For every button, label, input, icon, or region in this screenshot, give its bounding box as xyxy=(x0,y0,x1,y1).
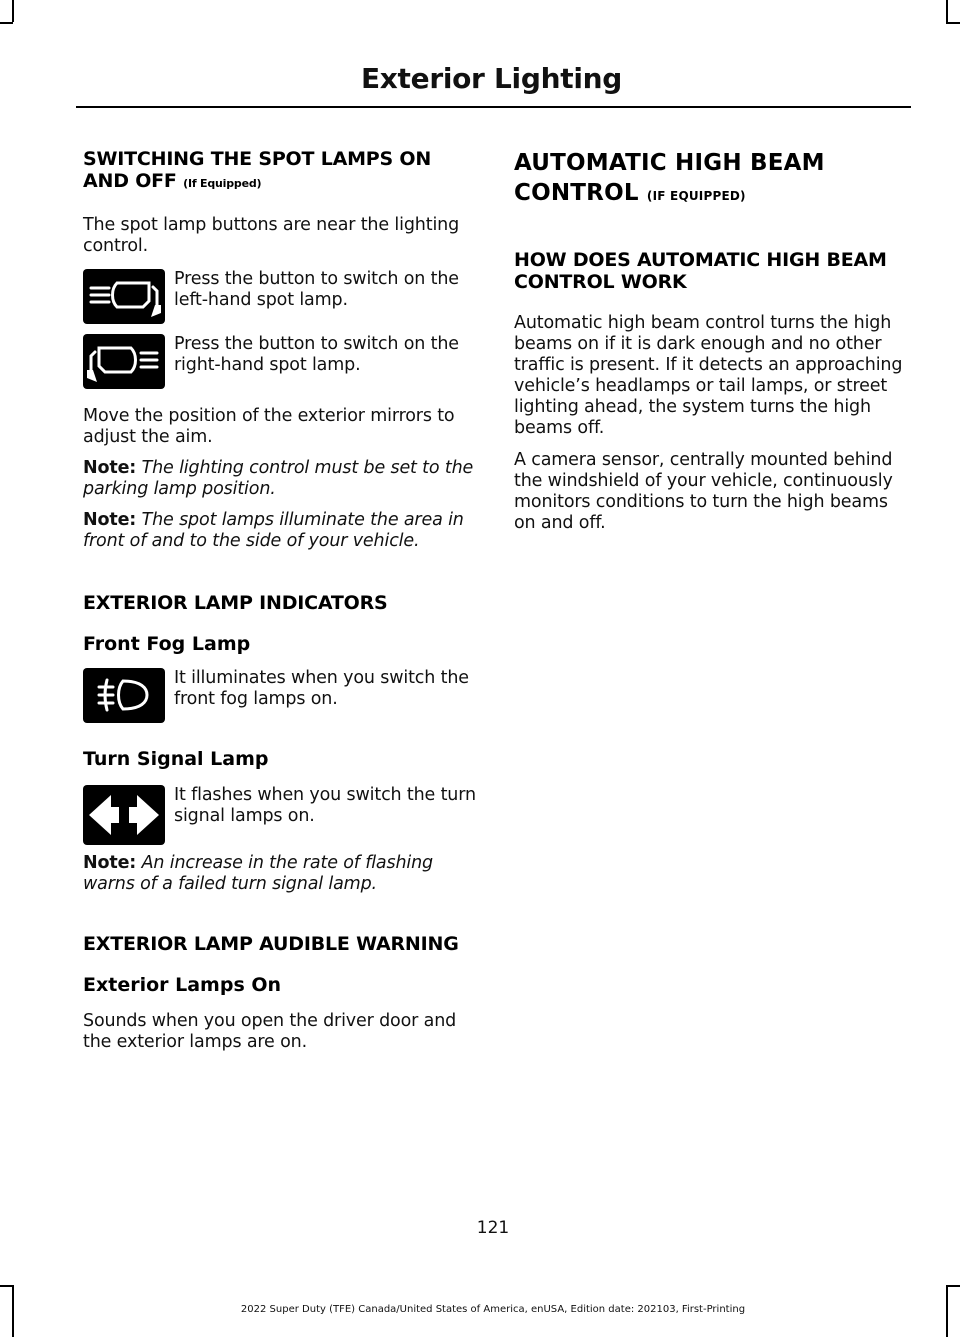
note-label: Note: xyxy=(83,510,137,530)
crop-mark xyxy=(0,22,13,24)
spot-lamps-qualifier: (If Equipped) xyxy=(183,177,262,190)
auto-high-beam-qualifier: (IF EQUIPPED) xyxy=(646,189,746,203)
auto-high-beam-paragraph-2: A camera sensor, centrally mounted behind the windshield of your vehicle, continuously monitors conditions to turn the high beams on and off. xyxy=(514,450,893,533)
right-column xyxy=(514,148,914,534)
note-text: An increase in the rate of flashing warns of a failed turn signal lamp. xyxy=(83,853,434,894)
exterior-lamps-on-text: Sounds when you open the driver door and the exterior lamps are on. xyxy=(83,1011,457,1052)
left-column xyxy=(83,148,478,1053)
crop-mark xyxy=(12,0,14,22)
turn-signal-icon xyxy=(83,785,165,845)
note-label: Note: xyxy=(83,853,137,873)
crop-mark xyxy=(946,0,948,22)
right-spot-lamp-icon xyxy=(83,334,165,389)
exterior-lamps-on-heading: Exterior Lamps On xyxy=(83,974,282,996)
turn-signal-lamp-text: It flashes when you switch the turn signal lamps on. xyxy=(174,785,476,826)
how-auto-high-beam-works-heading: HOW DOES AUTOMATIC HIGH BEAM CONTROL WORK xyxy=(514,249,887,293)
auto-high-beam-paragraph-1: Automatic high beam control turns the high beams on if it is dark enough and no other traffic is present. If it detects an approaching vehicle’s headlamps or tail lamps, or street lighting ahead, the system turns the high beams off. xyxy=(514,313,903,438)
note-illuminate-area xyxy=(83,510,478,552)
note-failed-turn-signal xyxy=(83,853,478,895)
mirror-aim-text: Move the position of the exterior mirrors to adjust the aim. xyxy=(83,406,455,447)
crop-mark xyxy=(0,1285,13,1287)
spot-lamps-heading xyxy=(83,148,478,195)
left-spot-lamp-text: Press the button to switch on the left-hand spot lamp. xyxy=(174,269,459,310)
auto-high-beam-heading-text: AUTOMATIC HIGH BEAM CONTROL xyxy=(514,150,825,206)
left-spot-lamp-row xyxy=(83,269,478,324)
spot-lamps-heading-text: SWITCHING THE SPOT LAMPS ON AND OFF xyxy=(83,148,432,192)
note-text: The spot lamps illuminate the area in front of and to the side of your vehicle. xyxy=(83,510,464,551)
right-spot-lamp-row xyxy=(83,334,478,389)
crop-mark xyxy=(946,1285,960,1287)
spot-lamps-intro: The spot lamp buttons are near the lighting control. xyxy=(83,215,460,256)
auto-high-beam-heading xyxy=(514,148,914,211)
note-text: The lighting control must be set to the parking lamp position. xyxy=(83,458,474,499)
crop-mark xyxy=(946,22,960,24)
page-footer: 2022 Super Duty (TFE) Canada/United States of America, enUSA, Edition date: 202103, First-Printing xyxy=(240,1304,746,1315)
front-fog-lamp-icon xyxy=(83,668,165,723)
turn-signal-lamp-row xyxy=(83,785,478,845)
right-spot-lamp-text: Press the button to switch on the right-hand spot lamp. xyxy=(174,334,459,375)
exterior-lamp-indicators-heading: EXTERIOR LAMP INDICATORS xyxy=(83,592,388,614)
note-parking-lamp xyxy=(83,458,478,500)
page-header-title: Exterior Lighting xyxy=(360,62,622,95)
turn-signal-lamp-heading: Turn Signal Lamp xyxy=(83,748,269,770)
left-spot-lamp-icon xyxy=(83,269,165,324)
front-fog-lamp-text: It illuminates when you switch the front fog lamps on. xyxy=(174,668,469,709)
front-fog-lamp-heading: Front Fog Lamp xyxy=(83,633,251,655)
note-label: Note: xyxy=(83,458,137,478)
header-divider xyxy=(76,106,911,108)
audible-warning-heading: EXTERIOR LAMP AUDIBLE WARNING xyxy=(83,933,459,955)
page-number: 121 xyxy=(476,1218,510,1238)
front-fog-lamp-row xyxy=(83,668,478,723)
